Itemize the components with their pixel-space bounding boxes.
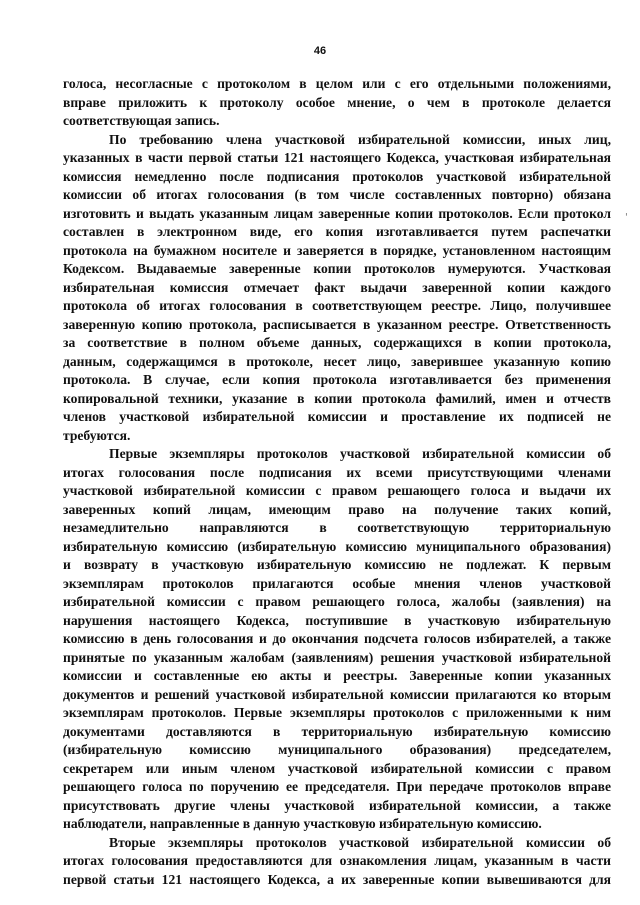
text-line: (избирательную комиссию муниципального образования) председателем,: [63, 742, 611, 757]
text-line: членов участковой избирательной комиссии и проставление их подписей не: [63, 409, 611, 424]
text-line: итогах голосования после подписания их всеми присутствующими членами: [63, 464, 611, 480]
text-line: протокола об итогах голосования в соответствующем реестре. Лицо, получившее: [63, 298, 611, 313]
text-line: Кодексом. Выдаваемые заверенные копии протоколов нумеруются. Участковая: [63, 261, 611, 276]
text-line: и возврату в участковую избирательную комиссию не подлежат. К первым: [63, 557, 611, 572]
text-line: протокола. В случае, если копия протокола изготавливается без применения: [63, 372, 611, 387]
text-line: По требованию члена участковой избирательной комиссии, иных лиц,: [109, 131, 611, 147]
text-line: составлен в электронном виде, его копия изготавливается путем распечатки: [63, 224, 611, 239]
text-line: избирательную комиссию (избирательную комиссию муниципального образования): [63, 538, 611, 554]
text-line: принятые по указанным жалобам (заявлениям) решения участковой избирательной: [63, 649, 611, 665]
text-line: комиссии об итогах голосования (в том числе составленных повторно) обязана: [63, 187, 611, 202]
text-line: данным, содержащимся в протоколе, несет лицо, заверившее указанную копию: [63, 353, 611, 369]
text-line: вправе приложить к протоколу особое мнение, о чем в протоколе делается: [63, 94, 611, 110]
text-line: участковой избирательной комиссии с правом решающего голоса и выдачи их: [63, 483, 611, 498]
text-line: требуются.: [63, 427, 131, 443]
text-line: Первые экземпляры протоколов участковой избирательной комиссии об: [109, 446, 611, 461]
text-line: присутствовать другие члены участковой избирательной комиссии, а также: [63, 797, 611, 813]
page-number: 46: [313, 45, 327, 57]
text-line: незамедлительно направляются в соответствующую территориальную: [63, 520, 611, 535]
text-line: голоса, несогласные с протоколом в целом или с его отдельными положениями,: [63, 76, 611, 91]
text-line: избирательной комиссии с правом решающего голоса, жалобы (заявления) на: [63, 594, 611, 609]
text-line: секретарем или иным членом участковой избирательной комиссии с правом: [63, 760, 611, 776]
text-line: указанных в части первой статьи 121 настоящего Кодекса, участковая избирательная: [63, 150, 611, 165]
text-line: избирательная комиссия отмечает факт выдачи заверенной копии каждого: [63, 279, 611, 295]
body-text: [63, 75, 611, 889]
text-line: нарушения настоящего Кодекса, поступившие в участковую избирательную: [63, 612, 611, 628]
text-line: документами доставляются в территориальную избирательную комиссию: [63, 723, 611, 739]
text-line: наблюдатели, направленные в данную участковую избирательную комиссию.: [63, 816, 542, 831]
text-line: протокола на бумажном носителе и заверяется в порядке, установленном настоящим: [63, 242, 611, 258]
text-line: первой статьи 121 настоящего Кодекса, а их заверенные копии вывешиваются для: [63, 871, 611, 887]
text-line: Вторые экземпляры протоколов участковой избирательной комиссии об: [109, 834, 611, 850]
text-line: комиссию в день голосования и до окончания подсчета голосов избирателей, а также: [63, 631, 611, 646]
text-line: комиссия немедленно после подписания протоколов участковой избирательной: [63, 168, 611, 184]
text-line: изготовить и выдать указанным лицам заверенные копии протоколов. Если протокол: [63, 205, 611, 221]
text-line: решающего голоса по поручению ее председателя. При передаче протоколов вправе: [63, 779, 611, 794]
text-line: за соответствие в полном объеме данных, содержащихся в копии протокола,: [63, 335, 611, 350]
text-line: документов и решений участковой избирательной комиссии прилагаются ко вторым: [63, 686, 611, 702]
text-line: экземплярам протоколов. Первые экземпляры протоколов с приложенными к ним: [63, 705, 611, 720]
text-line: итогах голосования предоставляются для ознакомления лицам, указанным в части: [63, 853, 611, 868]
margin-mark: ': [625, 212, 628, 223]
text-line: копировальной техники, указание в копии протокола фамилий, имен и отчеств: [63, 390, 611, 406]
text-line: экземплярам протоколов прилагаются особые мнения членов участковой: [63, 575, 611, 591]
text-line: заверенных копий лицам, имеющим право на получение таких копий,: [63, 501, 611, 517]
text-line: заверенную копию протокола, расписывается в указанном реестре. Ответственность: [63, 316, 611, 332]
text-line: соответствующая запись.: [63, 113, 220, 128]
text-line: комиссии и составленные ею акты и реестры. Заверенные копии указанных: [63, 668, 611, 683]
